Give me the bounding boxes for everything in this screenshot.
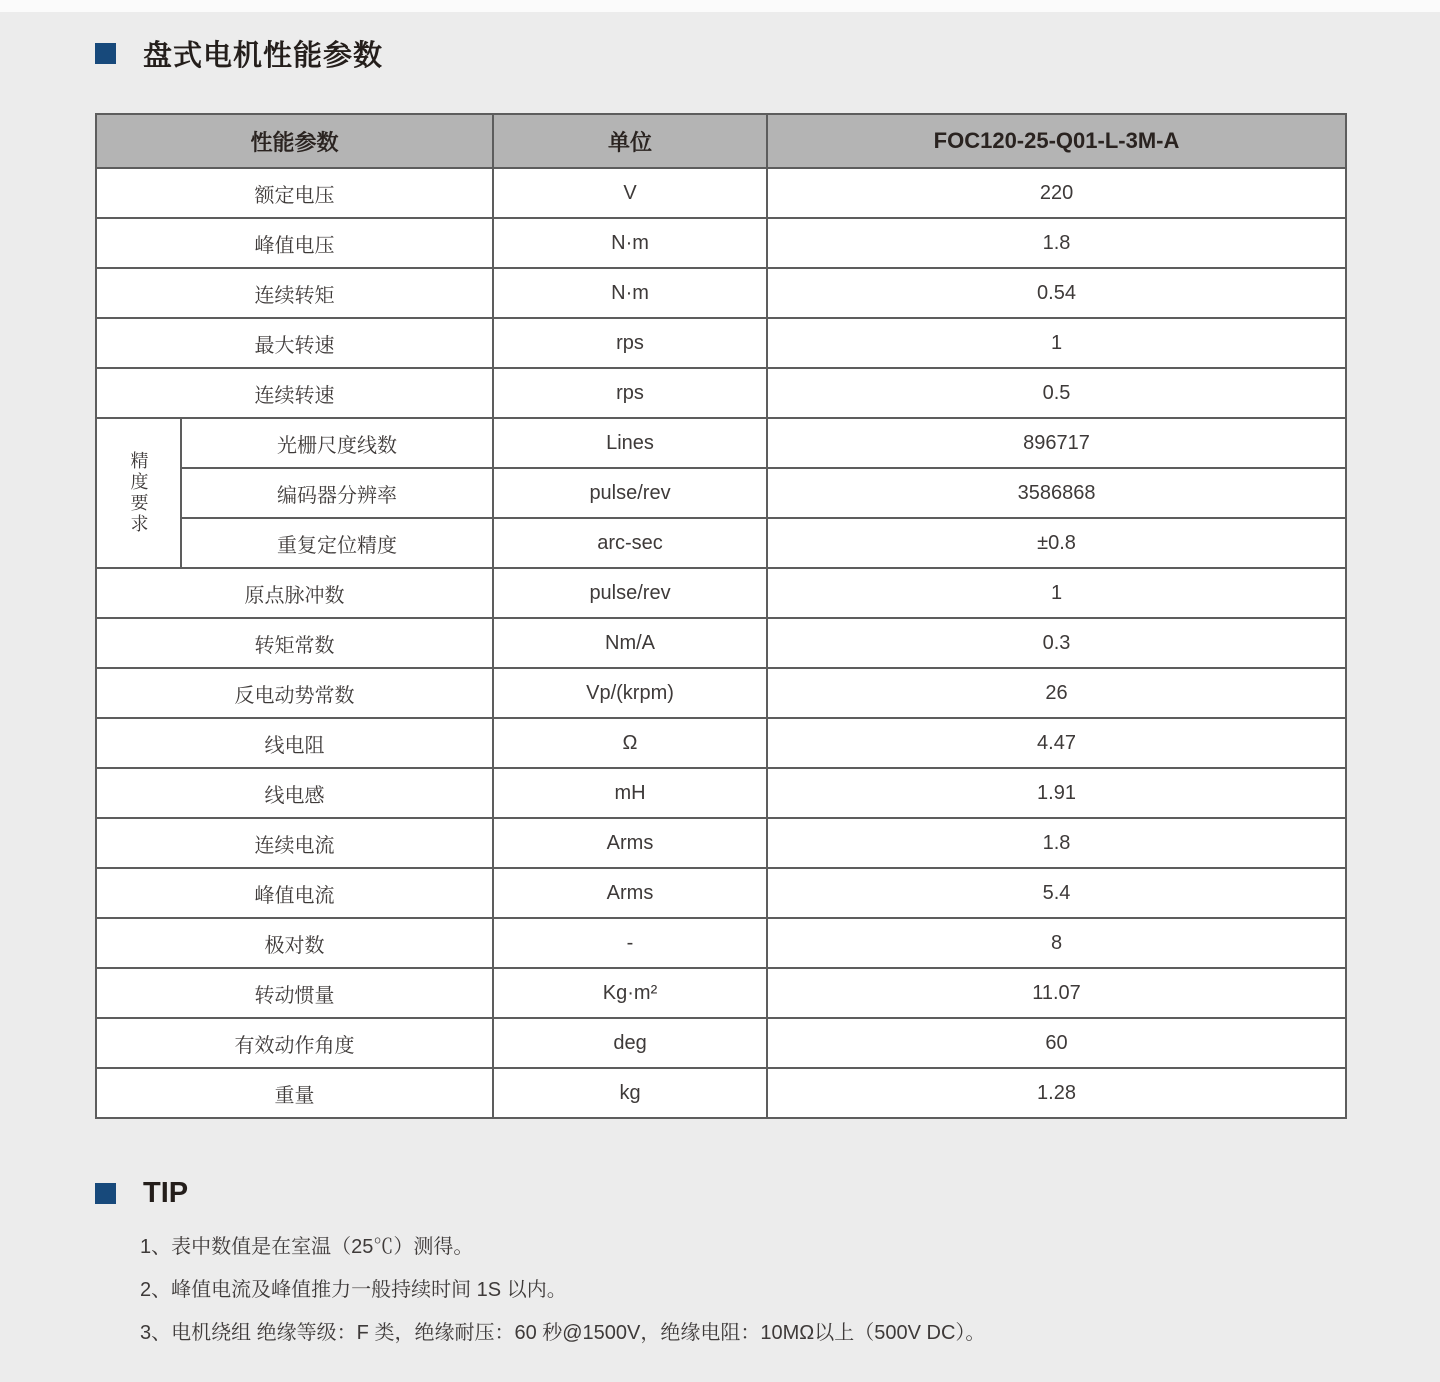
param-cell: 极对数 xyxy=(96,918,493,968)
page-title: 盘式电机性能参数 xyxy=(143,40,384,72)
param-cell: 线电阻 xyxy=(96,718,493,768)
unit-cell: Kg·m² xyxy=(493,968,767,1018)
table-row xyxy=(96,668,1346,718)
main-section-heading xyxy=(95,33,383,74)
param-cell: 反电动势常数 xyxy=(96,668,493,718)
table-row xyxy=(96,818,1346,868)
table-row xyxy=(96,368,1346,418)
value-cell: 5.4 xyxy=(767,868,1346,918)
value-cell: 0.54 xyxy=(767,268,1346,318)
value-cell: 1.8 xyxy=(767,218,1346,268)
table-header-row xyxy=(96,114,1346,168)
table-row xyxy=(96,268,1346,318)
motor-spec-table xyxy=(95,113,1347,1119)
table-row xyxy=(96,968,1346,1018)
param-cell: 重量 xyxy=(96,1068,493,1118)
tip-section-heading xyxy=(95,1177,188,1210)
table-row xyxy=(96,718,1346,768)
value-cell: 896717 xyxy=(767,418,1346,468)
value-cell: 1.8 xyxy=(767,818,1346,868)
param-cell: 原点脉冲数 xyxy=(96,568,493,618)
unit-cell: rps xyxy=(493,318,767,368)
unit-cell: deg xyxy=(493,1018,767,1068)
param-cell: 编码器分辨率 xyxy=(181,468,493,518)
value-cell: 1.28 xyxy=(767,1068,1346,1118)
tip-item: 1、表中数值是在室温（25℃）测得。 xyxy=(140,1236,474,1258)
unit-cell: N·m xyxy=(493,218,767,268)
param-cell: 峰值电压 xyxy=(96,218,493,268)
param-cell: 线电感 xyxy=(96,768,493,818)
table-row xyxy=(96,168,1346,218)
unit-cell: V xyxy=(493,168,767,218)
param-cell: 转动惯量 xyxy=(96,968,493,1018)
table-row xyxy=(96,1018,1346,1068)
value-cell: 0.5 xyxy=(767,368,1346,418)
unit-cell: pulse/rev xyxy=(493,568,767,618)
param-cell: 重复定位精度 xyxy=(181,518,493,568)
param-cell: 连续转矩 xyxy=(96,268,493,318)
tip-item: 3、电机绕组 绝缘等级：F 类，绝缘耐压：60 秒@1500V，绝缘电阻：10MΩ以上（500V DC）。 xyxy=(140,1322,986,1344)
unit-cell: kg xyxy=(493,1068,767,1118)
param-cell: 峰值电流 xyxy=(96,868,493,918)
value-cell: 1.91 xyxy=(767,768,1346,818)
unit-cell: mH xyxy=(493,768,767,818)
tip-notes-list xyxy=(140,1236,985,1365)
unit-cell: Arms xyxy=(493,818,767,868)
value-cell: 60 xyxy=(767,1018,1346,1068)
value-cell: ±0.8 xyxy=(767,518,1346,568)
table-row xyxy=(96,1068,1346,1118)
spec-table-body xyxy=(96,168,1346,1118)
value-cell: 220 xyxy=(767,168,1346,218)
value-cell: 1 xyxy=(767,318,1346,368)
table-row xyxy=(96,868,1346,918)
unit-cell: arc-sec xyxy=(493,518,767,568)
value-cell: 1 xyxy=(767,568,1346,618)
unit-cell: rps xyxy=(493,368,767,418)
table-row xyxy=(96,618,1346,668)
table-row xyxy=(96,218,1346,268)
unit-cell: Vp/(krpm) xyxy=(493,668,767,718)
model-column-header: FOC120-25-Q01-L-3M-A xyxy=(767,114,1346,168)
table-row xyxy=(96,568,1346,618)
tip-bullet-icon xyxy=(95,1183,116,1204)
value-cell: 11.07 xyxy=(767,968,1346,1018)
unit-cell: Ω xyxy=(493,718,767,768)
group-label-accuracy: 精度要求 xyxy=(96,418,181,568)
tip-title: TIP xyxy=(143,1177,189,1209)
unit-cell: Arms xyxy=(493,868,767,918)
table-row xyxy=(96,318,1346,368)
value-cell: 0.3 xyxy=(767,618,1346,668)
tip-item: 2、峰值电流及峰值推力一般持续时间 1S 以内。 xyxy=(140,1279,567,1301)
param-cell: 额定电压 xyxy=(96,168,493,218)
unit-cell: N·m xyxy=(493,268,767,318)
param-cell: 光栅尺度线数 xyxy=(181,418,493,468)
value-cell: 3586868 xyxy=(767,468,1346,518)
top-edge-strip xyxy=(0,0,1440,12)
unit-cell: Lines xyxy=(493,418,767,468)
param-cell: 连续电流 xyxy=(96,818,493,868)
param-cell: 连续转速 xyxy=(96,368,493,418)
param-column-header: 性能参数 xyxy=(96,114,493,168)
value-cell: 8 xyxy=(767,918,1346,968)
unit-cell: - xyxy=(493,918,767,968)
table-row xyxy=(96,518,1346,568)
unit-column-header: 单位 xyxy=(493,114,767,168)
unit-cell: pulse/rev xyxy=(493,468,767,518)
value-cell: 4.47 xyxy=(767,718,1346,768)
section-bullet-icon xyxy=(95,43,116,64)
param-cell: 转矩常数 xyxy=(96,618,493,668)
table-row xyxy=(96,918,1346,968)
param-cell: 最大转速 xyxy=(96,318,493,368)
param-cell: 有效动作角度 xyxy=(96,1018,493,1068)
table-row xyxy=(96,768,1346,818)
table-row xyxy=(96,418,1346,468)
unit-cell: Nm/A xyxy=(493,618,767,668)
table-row xyxy=(96,468,1346,518)
value-cell: 26 xyxy=(767,668,1346,718)
